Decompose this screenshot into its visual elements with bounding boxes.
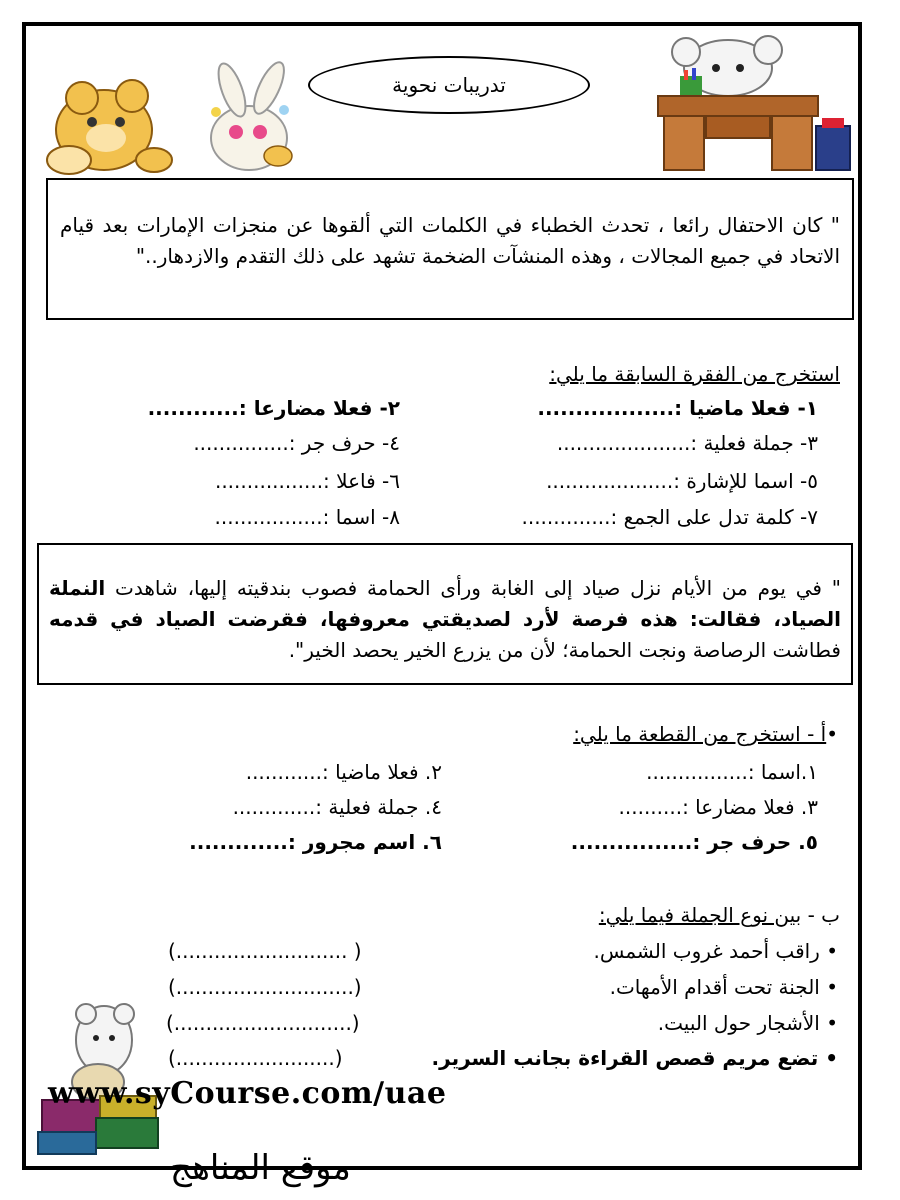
ex1-item-4: ٤- حرف جر :............... xyxy=(193,431,400,455)
bullet-icon: • xyxy=(818,1046,838,1070)
ex1-item-1: ١- فعلا ماضيا :.................. xyxy=(537,396,818,420)
exercise-2-heading-wrap xyxy=(573,722,838,746)
ex1-item-8: ٨- اسما :................. xyxy=(214,505,400,529)
ex3-answer-1: (........................... ) xyxy=(168,939,362,963)
ex3-sentence-1-text: راقب أحمد غروب الشمس. xyxy=(593,939,820,963)
bullet-icon: • xyxy=(819,975,838,999)
bullet-icon: • xyxy=(819,1011,838,1035)
site-name: موقع المناهج xyxy=(170,1148,351,1188)
ex1-item-5: ٥- اسما للإشارة :.................... xyxy=(546,469,818,493)
ex3-sentence-2 xyxy=(610,975,838,999)
ex3-answer-4: (.........................) xyxy=(168,1046,343,1070)
bear-bunny-clipart xyxy=(44,60,304,178)
passage-2-part-1: " في يوم من الأيام نزل صياد إلى الغابة ورأى الحمامة فصوب بندقيته إليها، شاهدت xyxy=(105,576,841,600)
passage-1-text: " كان الاحتفال رائعا ، تحدث الخطباء في الكلمات التي ألقوها عن منجزات الإمارات بعد قيام الاتحاد في جميع المجالات ، وهذه المنشآت الضخمة تشهد على ذلك التقدم والازدهار.." xyxy=(60,213,840,268)
passage-2-part-2: النملة الصياد، فقالت: هذه فرصة لأرد لصديقتي معروفها، فقرضت الصياد في قدمه xyxy=(49,576,841,631)
exercise-3-heading-wrap xyxy=(599,903,840,927)
ex2-item-1: ١.اسما :................ xyxy=(646,760,818,784)
ex3-sentence-3 xyxy=(658,1011,838,1035)
ex3-answer-3: (............................) xyxy=(166,1011,360,1035)
exercise-3-heading: بين نوع الجملة فيما يلي: xyxy=(598,903,802,927)
mouse-desk-clipart xyxy=(650,30,860,178)
ex3-sentence-1 xyxy=(593,939,838,963)
ex1-item-3: ٣- جملة فعلية :..................... xyxy=(556,431,818,455)
bullet-icon: • xyxy=(819,939,838,963)
ex1-item-6: ٦- فاعلا :................. xyxy=(214,469,400,493)
ex2-item-6: ٦. اسم مجرور :............. xyxy=(189,830,442,854)
ex3-sentence-2-text: الجنة تحت أقدام الأمهات. xyxy=(609,975,820,999)
website-url: www.syCourse.com/uae xyxy=(48,1076,447,1111)
ex2-item-4: ٤. جملة فعلية :............. xyxy=(232,795,442,819)
ex1-item-7: ٧- كلمة تدل على الجمع :.............. xyxy=(521,505,818,529)
bullet-icon: • xyxy=(826,722,838,746)
exercise-3-heading-prefix: ب - xyxy=(801,903,840,927)
passage-box-1 xyxy=(46,178,854,320)
passage-2-part-3: فطاشت الرصاصة ونجت الحمامة؛ لأن من يزرع الخير يحصد الخير". xyxy=(288,638,841,662)
ex3-sentence-4-text: تضع مريم قصص القراءة بجانب السرير. xyxy=(431,1046,819,1070)
ex3-sentence-4 xyxy=(432,1046,838,1070)
exercise-1-heading: استخرج من الفقرة السابقة ما يلي: xyxy=(549,362,840,386)
exercise-2-heading: أ - استخرج من القطعة ما يلي: xyxy=(573,722,827,746)
ex2-item-3: ٣. فعلا مضارعا :.......... xyxy=(618,795,818,819)
worksheet-title: تدريبات نحوية xyxy=(308,56,590,114)
ex2-item-5: ٥. حرف جر :................ xyxy=(570,830,818,854)
ex3-answer-2: (............................) xyxy=(168,975,362,999)
ex2-item-2: ٢. فعلا ماضيا :............ xyxy=(245,760,442,784)
passage-box-2 xyxy=(37,543,853,685)
ex1-item-2: ٢- فعلا مضارعا :............ xyxy=(147,396,400,420)
ex3-sentence-3-text: الأشجار حول البيت. xyxy=(657,1011,820,1035)
